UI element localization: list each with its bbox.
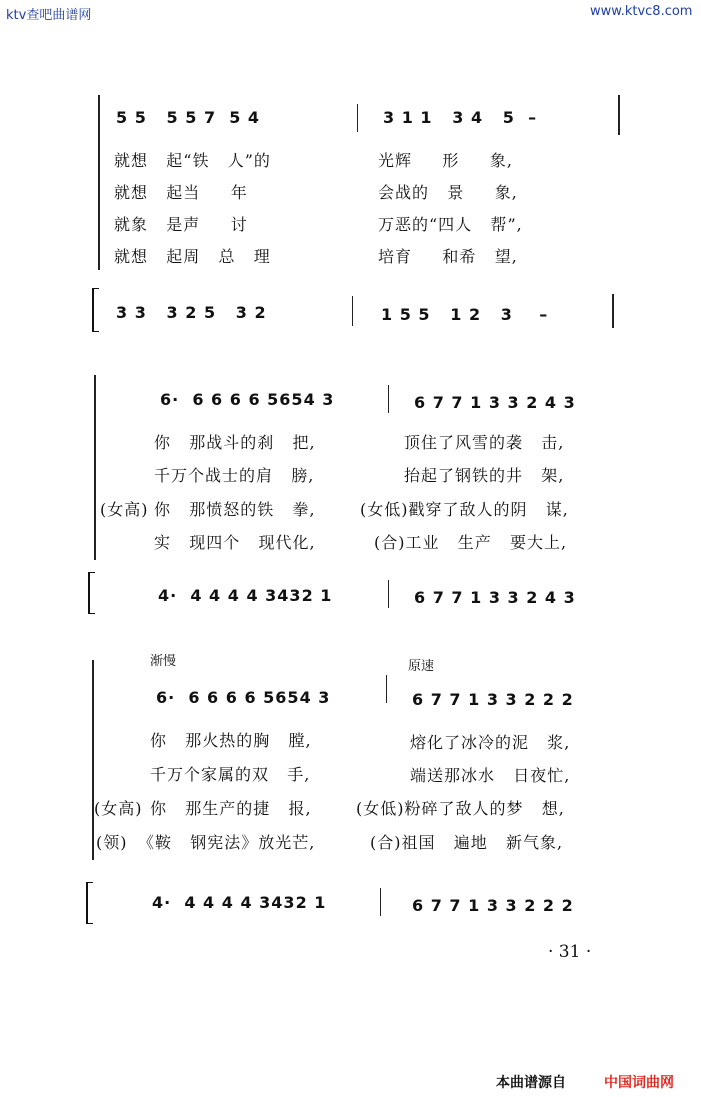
lyric-row: 万恶的“四人 帮”, bbox=[378, 215, 523, 234]
footer-source-label: 本曲谱源自 bbox=[496, 1075, 566, 1091]
footer-site: 中国词曲网 bbox=[604, 1075, 674, 1091]
barline-end bbox=[612, 294, 614, 328]
page-number: · 31 · bbox=[548, 942, 592, 962]
lyric-row: 就想 起当 年 bbox=[114, 183, 248, 202]
lyric-prefix: (女高) bbox=[94, 799, 143, 818]
lyric-row: 《鞍 钢宪法》放光芒, bbox=[138, 833, 316, 852]
system-brace bbox=[88, 572, 95, 614]
watermark-top-right: www.ktvc8.com bbox=[590, 4, 693, 19]
notes-top-m1: 6· 6 6 6 6 5654 3 bbox=[160, 390, 335, 409]
lyric-row: 千万个战士的肩 膀, bbox=[154, 466, 315, 485]
lyric-row: 抬起了钢铁的井 架, bbox=[404, 466, 565, 485]
barline-end bbox=[618, 95, 620, 135]
lyric-row: 你 那火热的胸 膛, bbox=[150, 731, 312, 750]
lyric-row: 你 那愤怒的铁 拳, bbox=[154, 500, 316, 519]
tempo-mark-original: 原速 bbox=[408, 659, 435, 674]
barline-left bbox=[92, 660, 94, 860]
notes-bottom-m2: 1 5 5 1 2 3 – bbox=[381, 305, 549, 324]
barline-mid bbox=[352, 296, 353, 326]
barline-left bbox=[98, 95, 100, 270]
barline-mid bbox=[388, 385, 389, 413]
lyric-row: 熔化了冰冷的泥 浆, bbox=[410, 733, 571, 752]
notes-bottom-m2: 6 7 7 1 3 3 2 2 2 bbox=[412, 896, 574, 915]
notes-top-m1: 6· 6 6 6 6 5654 3 bbox=[156, 688, 331, 707]
barline-mid bbox=[357, 104, 358, 132]
lyric-row: 就想 起周 总 理 bbox=[114, 247, 271, 266]
barline-left bbox=[94, 375, 96, 560]
notes-top-m1: 5 5 5 5 7 5 4 bbox=[116, 108, 261, 127]
lyric-row: 就想 起“铁 人”的 bbox=[114, 151, 271, 170]
tempo-mark-slow: 渐慢 bbox=[150, 654, 177, 669]
system-brace bbox=[86, 882, 93, 924]
lyric-row: 会战的 景 象, bbox=[378, 183, 518, 202]
lyric-row: (女低)戳穿了敌人的阴 谋, bbox=[360, 500, 569, 519]
lyric-row: (女低)粉碎了敌人的梦 想, bbox=[356, 799, 565, 818]
notes-top-m2: 3 1 1 3 4 5 – bbox=[383, 108, 538, 127]
barline-mid bbox=[386, 675, 387, 703]
lyric-prefix: (女高) bbox=[100, 500, 149, 519]
lyric-row: (合)工业 生产 要大上, bbox=[374, 533, 568, 552]
notes-bottom-m1: 4· 4 4 4 4 3432 1 bbox=[158, 586, 333, 605]
lyric-row: 你 那生产的捷 报, bbox=[150, 799, 312, 818]
lyric-row: 千万个家属的双 手, bbox=[150, 765, 311, 784]
notes-bottom-m1: 4· 4 4 4 4 3432 1 bbox=[152, 893, 327, 912]
notes-top-m2: 6 7 7 1 3 3 2 2 2 bbox=[412, 690, 574, 709]
lyric-row: 实 现四个 现代化, bbox=[154, 533, 316, 552]
notes-bottom-m2: 6 7 7 1 3 3 2 4 3 bbox=[414, 588, 576, 607]
lyric-row: 端送那冰水 日夜忙, bbox=[410, 766, 571, 785]
lyric-row: 就象 是声 讨 bbox=[114, 215, 248, 234]
watermark-top-left: ktv查吧曲谱网 bbox=[6, 8, 92, 23]
lyric-row: 培育 和希 望, bbox=[378, 247, 518, 266]
lyric-row: 光辉 形 象, bbox=[378, 151, 513, 170]
lyric-row: 顶住了风雪的袭 击, bbox=[404, 433, 565, 452]
barline-mid bbox=[380, 888, 381, 916]
system-brace bbox=[92, 288, 99, 332]
barline-mid bbox=[388, 580, 389, 608]
notes-top-m2: 6 7 7 1 3 3 2 4 3 bbox=[414, 393, 576, 412]
lyric-row: (合)祖国 遍地 新气象, bbox=[370, 833, 564, 852]
lyric-row: 你 那战斗的刹 把, bbox=[154, 433, 316, 452]
notes-bottom-m1: 3 3 3 2 5 3 2 bbox=[116, 303, 267, 322]
lyric-prefix: (领) bbox=[96, 833, 128, 852]
